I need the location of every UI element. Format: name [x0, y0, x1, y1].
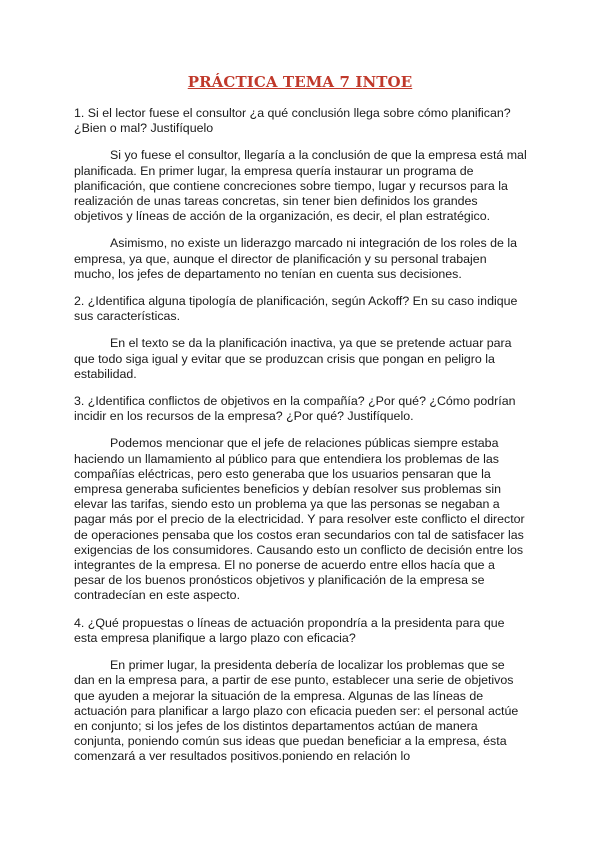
- answer-3-paragraph-1: Podemos mencionar que el jefe de relaciones públicas siempre estaba haciendo un llamamiento al público para que entendiera los problemas de las compañías eléctricas, pero esto generaba que los usuarios pensaran que la empresa generaba suficientes beneficios y debían resolver sus problemas sin elevar las tarifas, siendo esto un problema ya que las personas se negaban a pagar más por el precio de la electricidad. Y para resolver este conflicto el director de operaciones pensaba que los costos eran secundarios con tal de satisfacer las exigencias de los consumidores. Causando esto un conflicto de decisión entre los integrantes de la empresa. El no ponerse de acuerdo entre ellos hacía que a pesar de los buenos pronósticos objetivos y planificación de la empresa se contradecían en este aspecto.: [74, 436, 525, 603]
- answer-2-paragraph-1: En el texto se da la planificación inactiva, ya que se pretende actuar para que todo siga igual y evitar que se produzcan crisis que pongan en peligro la estabilidad.: [74, 336, 512, 381]
- question-4: 4. ¿Qué propuestas o líneas de actuación propondría a la presidenta para que esta empresa planifique a largo plazo con eficacia?: [74, 615, 505, 645]
- question-1: 1. Si el lector fuese el consultor ¿a qué conclusión llega sobre cómo planifican? ¿Bien o mal? Justifíquelo: [74, 106, 511, 136]
- question-2: 2. ¿Identifica alguna tipología de planificación, según Ackoff? En su caso indique sus características.: [74, 294, 518, 324]
- question-3: 3. ¿Identifica conflictos de objetivos en la compañía? ¿Por qué? ¿Cómo podrían incidir en los recursos de la empresa? ¿Por qué? Justifíquelo.: [74, 394, 516, 424]
- document-body: [74, 106, 528, 777]
- answer-4-paragraph-1: En primer lugar, la presidenta debería de localizar los problemas que se dan en la empresa para, a partir de ese punto, establecer una serie de objetivos que ayuden a mejorar la situación de la empresa. Algunas de las líneas de actuación para planificar a largo plazo con eficacia pueden ser: el personal actúe en conjunto; si los jefes de los distintos departamentos actúan de manera conjunta, poniendo común sus ideas que puedan beneficiar a la empresa, ésta comenzará a ver resultados positivos.poniendo en relación lo: [74, 658, 519, 764]
- answer-1-paragraph-1: Si yo fuese el consultor, llegaría a la conclusión de que la empresa está mal planificada. En primer lugar, la empresa quería instaurar un programa de planificación, que contiene concreciones sobre tiempo, lugar y recursos para la realización de unas tareas concretas, sin tener bien definidos los grandes objetivos y líneas de acción de la organización, es decir, el plan estratégico.: [74, 148, 527, 224]
- page-title: PRÁCTICA TEMA 7 INTOE: [187, 73, 413, 91]
- answer-1-paragraph-2: Asimismo, no existe un liderazgo marcado ni integración de los roles de la empresa, ya que, aunque el director de planificación y su personal trabajen mucho, los jefes de departamento no tenían en cuenta sus decisiones.: [74, 236, 518, 281]
